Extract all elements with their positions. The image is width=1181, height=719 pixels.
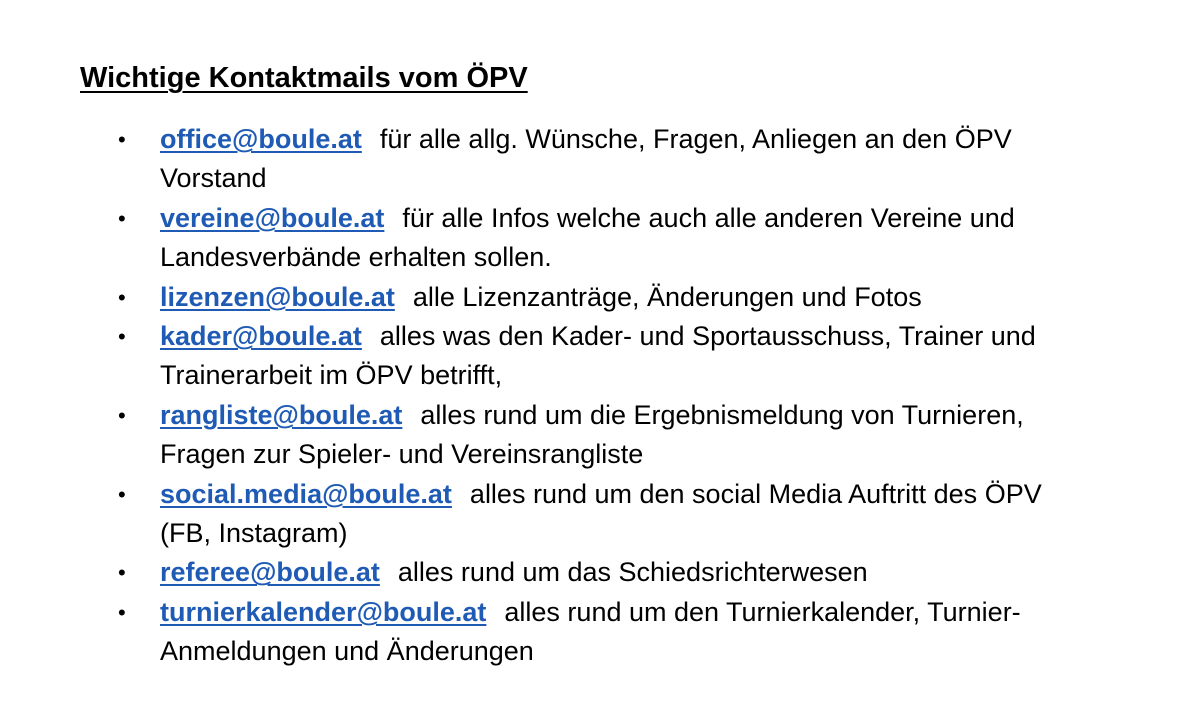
email-link-kader[interactable]: kader@boule.at <box>160 321 362 352</box>
email-link-referee[interactable]: referee@boule.at <box>160 557 380 588</box>
bullet-icon: • <box>118 205 126 231</box>
list-item <box>0 278 1100 317</box>
list-item <box>0 553 1100 592</box>
list-item <box>0 396 1100 475</box>
bullet-icon: • <box>118 599 126 625</box>
email-link-social-media[interactable]: social.media@boule.at <box>160 478 452 509</box>
contact-description: alles rund um den Turnierkalender, Turnier- Anmeldungen und Änderungen <box>160 596 1021 667</box>
bullet-icon: • <box>118 284 126 310</box>
page-title: Wichtige Kontaktmails vom ÖPV <box>80 62 528 94</box>
list-item <box>0 475 1100 554</box>
email-link-lizenzen[interactable]: lizenzen@boule.at <box>160 281 395 312</box>
bullet-icon: • <box>118 324 126 350</box>
bullet-icon: • <box>118 402 126 428</box>
contact-description: alle Lizenzanträge, Änderungen und Fotos <box>412 281 922 312</box>
contact-description: alles rund um die Ergebnismeldung von Turnieren, Fragen zur Spieler- und Vereinsrangliste <box>160 399 1024 470</box>
list-item <box>0 120 1100 199</box>
bullet-icon: • <box>118 127 126 152</box>
contact-description: alles rund um den social Media Auftritt des ÖPV (FB, Instagram) <box>160 478 1042 549</box>
contact-description: alles was den Kader- und Sportausschuss, Trainer und Trainerarbeit im ÖPV betrifft, <box>160 321 1036 391</box>
bullet-icon: • <box>118 560 126 586</box>
bullet-icon: • <box>118 481 126 507</box>
email-link-rangliste[interactable]: rangliste@boule.at <box>160 399 403 430</box>
list-item <box>0 199 1100 278</box>
contact-description: für alle Infos welche auch alle anderen Vereine und Landesverbände erhalten sollen. <box>160 202 1015 273</box>
email-link-office[interactable]: office@boule.at <box>160 124 362 154</box>
email-link-turnierkalender[interactable]: turnierkalender@boule.at <box>160 596 487 627</box>
contact-description: alles rund um das Schiedsrichterwesen <box>397 557 868 588</box>
email-link-vereine[interactable]: vereine@boule.at <box>160 202 385 233</box>
list-item <box>0 317 1100 396</box>
list-item <box>0 593 1100 672</box>
contact-description: für alle allg. Wünsche, Fragen, Anliegen an den ÖPV Vorstand <box>160 124 1012 194</box>
contact-list <box>0 120 1181 672</box>
